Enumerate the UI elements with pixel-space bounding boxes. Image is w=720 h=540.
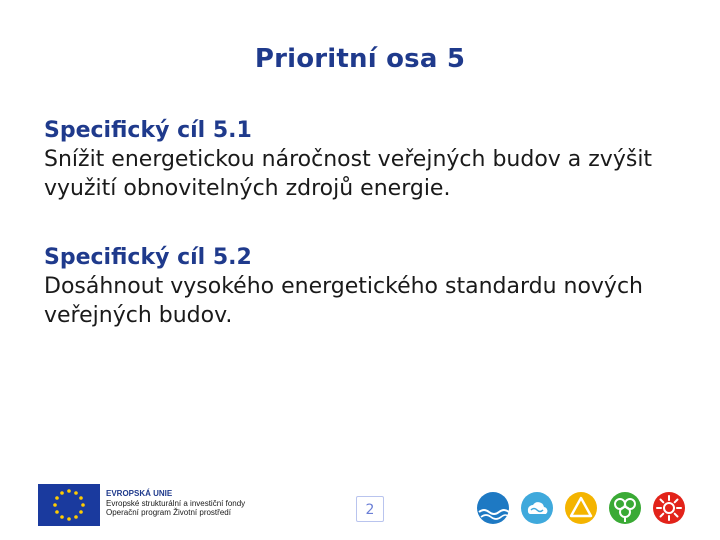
slide-title: Prioritní osa 5 <box>254 44 466 74</box>
goal-text: Dosáhnout vysokého energetického standardu nových veřejných budov. <box>44 274 643 328</box>
goal-heading: Specifický cíl 5.2 <box>44 245 252 270</box>
goal-block-2 <box>44 243 684 330</box>
goal-text: Snížit energetickou náročnost veřejných budov a zvýšit využití obnovitelných zdrojů energie. <box>44 147 653 201</box>
op-icons <box>475 490 685 526</box>
page-number: 2 <box>356 496 384 522</box>
eu-flag-icon <box>38 484 100 526</box>
goal-block-1 <box>44 116 684 203</box>
eu-line-3: Operační program Životní prostředí <box>106 508 231 517</box>
nature-trees-icon <box>607 490 643 526</box>
eu-funding-text <box>106 489 245 518</box>
cloud-air-icon <box>519 490 555 526</box>
eu-line-2: Evropské strukturální a investiční fondy <box>106 498 246 508</box>
water-drop-icon <box>475 490 511 526</box>
sun-energy-icon <box>651 490 687 526</box>
eu-line-1: EVROPSKÁ UNIE <box>106 489 173 498</box>
warning-triangle-icon <box>563 490 599 526</box>
goal-heading: Specifický cíl 5.1 <box>44 118 252 143</box>
